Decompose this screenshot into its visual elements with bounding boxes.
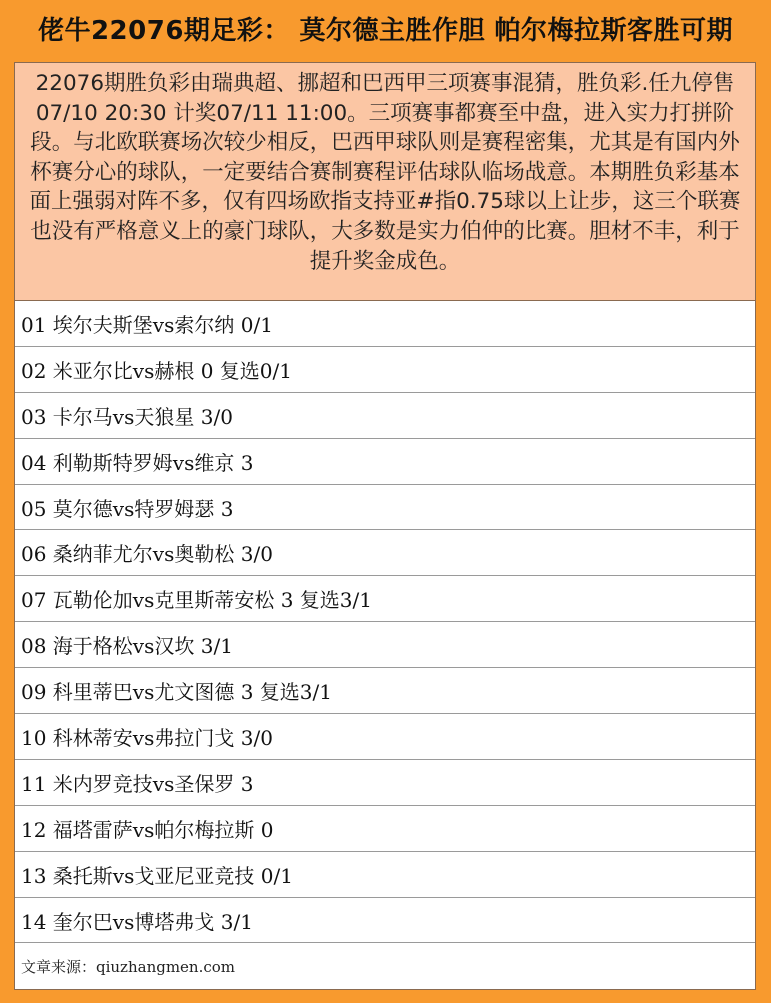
content-frame (14, 62, 756, 990)
source-credit: 文章来源：qiuzhangmen.com (21, 957, 236, 976)
page-title: 佬牛22076期足彩： 莫尔德主胜作胆 帕尔梅拉斯客胜可期 (37, 16, 734, 46)
match-row: 05 莫尔德vs特罗姆瑟 3 (15, 485, 755, 531)
match-row: 12 福塔雷萨vs帕尔梅拉斯 0 (15, 806, 755, 852)
match-row: 14 奎尔巴vs博塔弗戈 3/1 (15, 898, 755, 944)
match-row: 04 利勒斯特罗姆vs维京 3 (15, 439, 755, 485)
match-row: 09 科里蒂巴vs尤文图德 3 复选3/1 (15, 668, 755, 714)
match-row: 02 米亚尔比vs赫根 0 复选0/1 (15, 347, 755, 393)
match-row: 13 桑托斯vs戈亚尼亚竞技 0/1 (15, 852, 755, 898)
match-row: 08 海于格松vs汉坎 3/1 (15, 622, 755, 668)
match-row: 06 桑纳菲尤尔vs奥勒松 3/0 (15, 530, 755, 576)
match-row: 03 卡尔马vs天狼星 3/0 (15, 393, 755, 439)
match-row: 07 瓦勒伦加vs克里斯蒂安松 3 复选3/1 (15, 576, 755, 622)
match-row: 01 埃尔夫斯堡vs索尔纳 0/1 (15, 301, 755, 347)
intro-paragraph: 22076期胜负彩由瑞典超、挪超和巴西甲三项赛事混猜，胜负彩.任九停售07/10 20:30 计奖07/11 11:00。三项赛事都赛至中盘，进入实力打拼阶段。与北欧联赛场次较少相反，巴西甲球队则是赛程密集，尤其是有国内外杯赛分心的球队，一定要结合赛制赛程评估球队临场战意。本期胜负彩基本面上强弱对阵不多，仅有四场欧指支持亚#指0.75球以上让步，这三个联赛也没有严格意义上的豪门球队，大多数是实力伯仲的比赛。胆材不丰，利于提升奖金成色。 (15, 63, 755, 301)
match-row: 11 米内罗竞技vs圣保罗 3 (15, 760, 755, 806)
match-row: 10 科林蒂安vs弗拉门戈 3/0 (15, 714, 755, 760)
